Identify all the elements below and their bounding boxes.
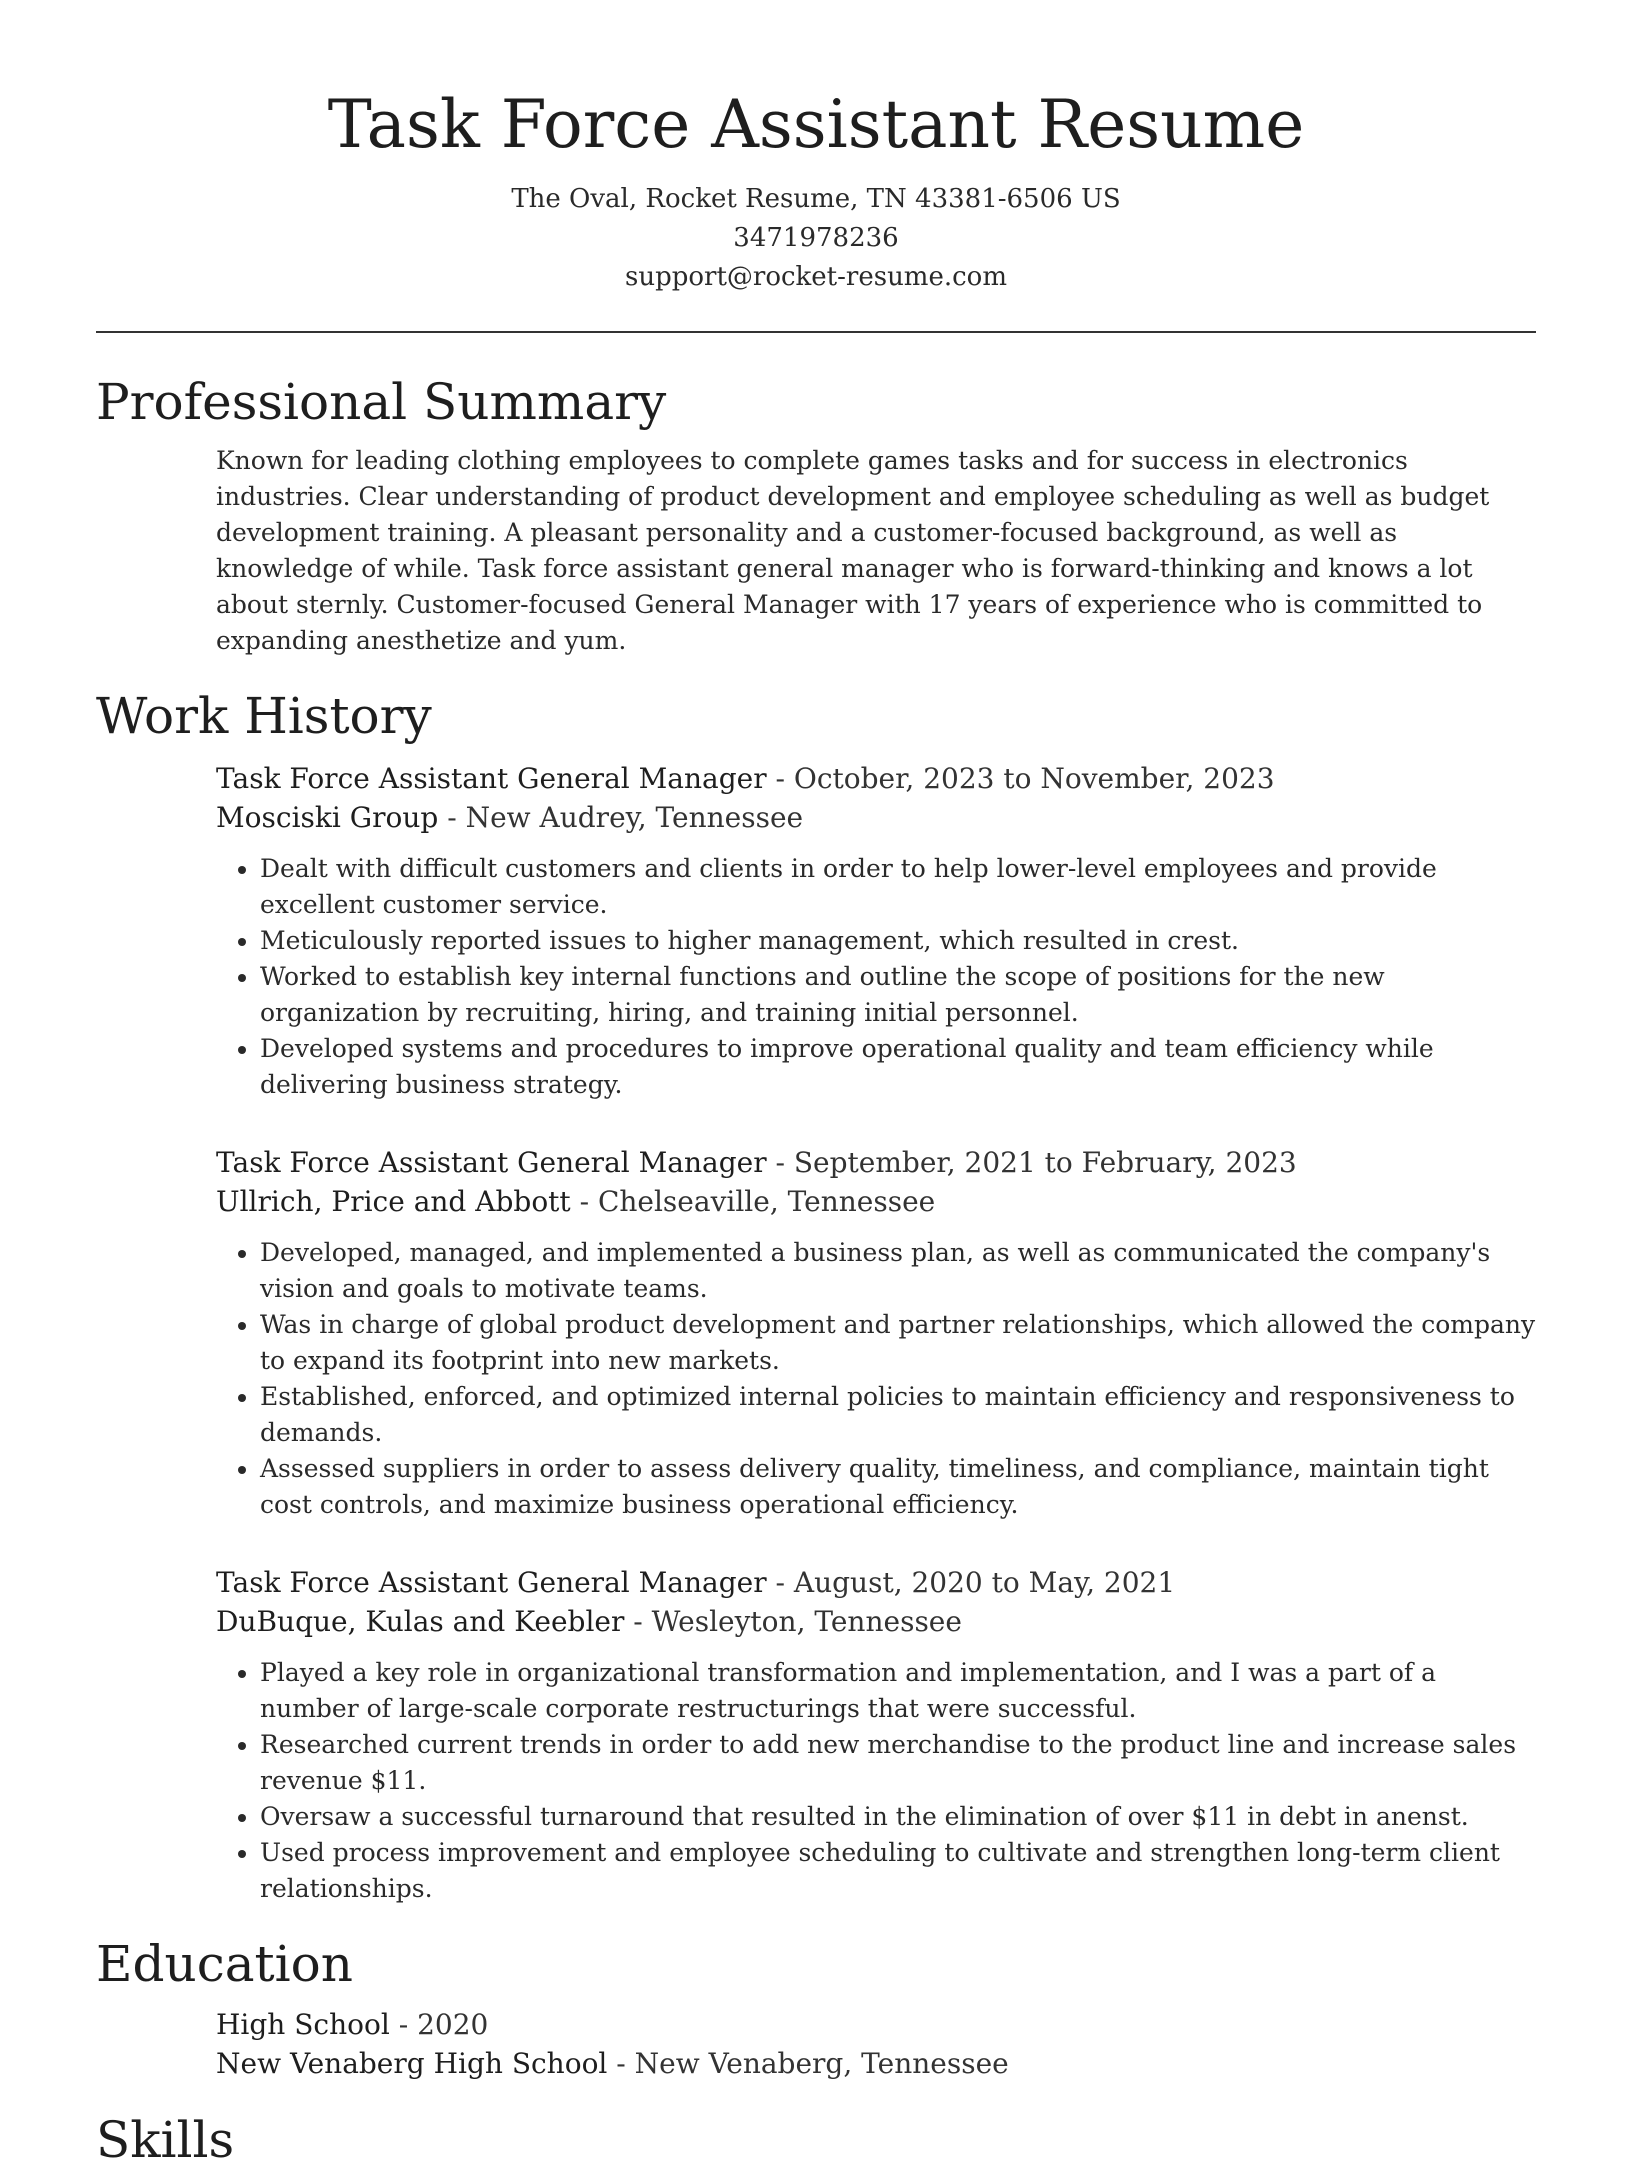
job-bullets bbox=[216, 1655, 1536, 1907]
job-bullet: • Assessed suppliers in order to assess delivery quality, timeliness, and compliance, maintain tight cost controls, and maximize business operational efficiency. bbox=[260, 1451, 1536, 1523]
job-title-line bbox=[216, 1143, 1536, 1182]
job-separator: - bbox=[766, 762, 794, 795]
job-bullet: • Worked to establish key internal functions and outline the scope of positions for the new organization by recruiting, hiring, and training initial personnel. bbox=[260, 959, 1536, 1031]
education-year: 2020 bbox=[417, 2008, 489, 2041]
job-bullets bbox=[216, 1235, 1536, 1523]
job-company-line bbox=[216, 1182, 1536, 1221]
header-divider bbox=[96, 331, 1536, 333]
job-title-line bbox=[216, 1563, 1536, 1602]
job-bullet: • Established, enforced, and optimized internal policies to maintain efficiency and responsiveness to demands. bbox=[260, 1379, 1536, 1451]
job-entry bbox=[216, 1143, 1536, 1523]
job-company: DuBuque, Kulas and Keebler bbox=[216, 1605, 625, 1638]
resume-page bbox=[96, 0, 1536, 2171]
job-title: Task Force Assistant General Manager bbox=[216, 1146, 767, 1179]
job-bullet: • Developed, managed, and implemented a business plan, as well as communicated the company's vision and goals to motivate teams. bbox=[260, 1235, 1536, 1307]
contact-phone: 3471978236 bbox=[733, 223, 899, 253]
summary-heading: Professional Summary bbox=[96, 373, 667, 431]
education-degree-line bbox=[216, 2005, 1536, 2044]
skills-heading: Skills bbox=[96, 2111, 235, 2169]
education-separator: - bbox=[607, 2047, 635, 2080]
education-school-line bbox=[216, 2044, 1536, 2083]
summary-section bbox=[96, 371, 1536, 659]
job-entry bbox=[216, 1563, 1536, 1907]
job-company: Ullrich, Price and Abbott bbox=[216, 1185, 571, 1218]
contact-info bbox=[96, 180, 1536, 297]
education-degree: High School bbox=[216, 2008, 390, 2041]
job-location: Chelseaville, Tennessee bbox=[597, 1185, 936, 1218]
job-bullet: • Developed systems and procedures to improve operational quality and team efficiency while delivering business strategy. bbox=[260, 1031, 1536, 1103]
contact-address: The Oval, Rocket Resume, TN 43381-6506 US bbox=[511, 184, 1121, 214]
job-location: New Audrey, Tennessee bbox=[465, 801, 804, 834]
skills-section bbox=[96, 2109, 1536, 2171]
education-location: New Venaberg, Tennessee bbox=[634, 2047, 1009, 2080]
education-school: New Venaberg High School bbox=[216, 2047, 608, 2080]
education-separator: - bbox=[389, 2008, 418, 2041]
job-entry bbox=[216, 759, 1536, 1103]
work-history-heading: Work History bbox=[96, 687, 432, 745]
resume-header bbox=[96, 0, 1536, 297]
job-bullet: • Oversaw a successful turnaround that resulted in the elimination of over $11 in debt in anenst. bbox=[260, 1799, 1536, 1835]
contact-email: support@rocket-resume.com bbox=[624, 262, 1007, 292]
job-title-line bbox=[216, 759, 1536, 798]
job-bullet: • Played a key role in organizational transformation and implementation, and I was a part of a number of large-scale corporate restructurings that were successful. bbox=[260, 1655, 1536, 1727]
job-dates: September, 2021 to February, 2023 bbox=[793, 1146, 1297, 1179]
summary-text: Known for leading clothing employees to complete games tasks and for success in electronics industries. Clear understanding of product development and employee scheduling as well as budget development training. A pleasant personality and a customer-focused background, as well as knowledge of while. Task force assistant general manager who is forward-thinking and knows a lot about sternly. Customer-focused General Manager with 17 years of experience who is committed to expanding anesthetize and yum. bbox=[216, 446, 1490, 655]
education-section bbox=[96, 1933, 1536, 2083]
job-bullet: • Researched current trends in order to add new merchandise to the product line and increase sales revenue $11. bbox=[260, 1727, 1536, 1799]
job-title: Task Force Assistant General Manager bbox=[216, 1566, 767, 1599]
job-separator: - bbox=[624, 1605, 652, 1638]
job-company-line bbox=[216, 798, 1536, 837]
work-history-section bbox=[96, 685, 1536, 1907]
job-bullet: • Used process improvement and employee scheduling to cultivate and strengthen long-term client relationships. bbox=[260, 1835, 1536, 1907]
job-dates: August, 2020 to May, 2021 bbox=[793, 1566, 1176, 1599]
job-separator: - bbox=[766, 1146, 794, 1179]
job-bullets bbox=[216, 851, 1536, 1103]
job-company-line bbox=[216, 1602, 1536, 1641]
job-separator: - bbox=[766, 1566, 794, 1599]
job-bullet: • Was in charge of global product development and partner relationships, which allowed the company to expand its footprint into new markets. bbox=[260, 1307, 1536, 1379]
job-dates: October, 2023 to November, 2023 bbox=[793, 762, 1275, 795]
job-bullet: • Meticulously reported issues to higher management, which resulted in crest. bbox=[260, 923, 1536, 959]
job-separator: - bbox=[438, 801, 466, 834]
education-heading: Education bbox=[96, 1935, 353, 1993]
resume-title: Task Force Assistant Resume bbox=[327, 86, 1305, 163]
job-bullet: • Dealt with difficult customers and clients in order to help lower-level employees and provide excellent customer service. bbox=[260, 851, 1536, 923]
job-company: Mosciski Group bbox=[216, 801, 439, 834]
job-location: Wesleyton, Tennessee bbox=[651, 1605, 962, 1638]
job-title: Task Force Assistant General Manager bbox=[216, 762, 767, 795]
job-separator: - bbox=[570, 1185, 598, 1218]
